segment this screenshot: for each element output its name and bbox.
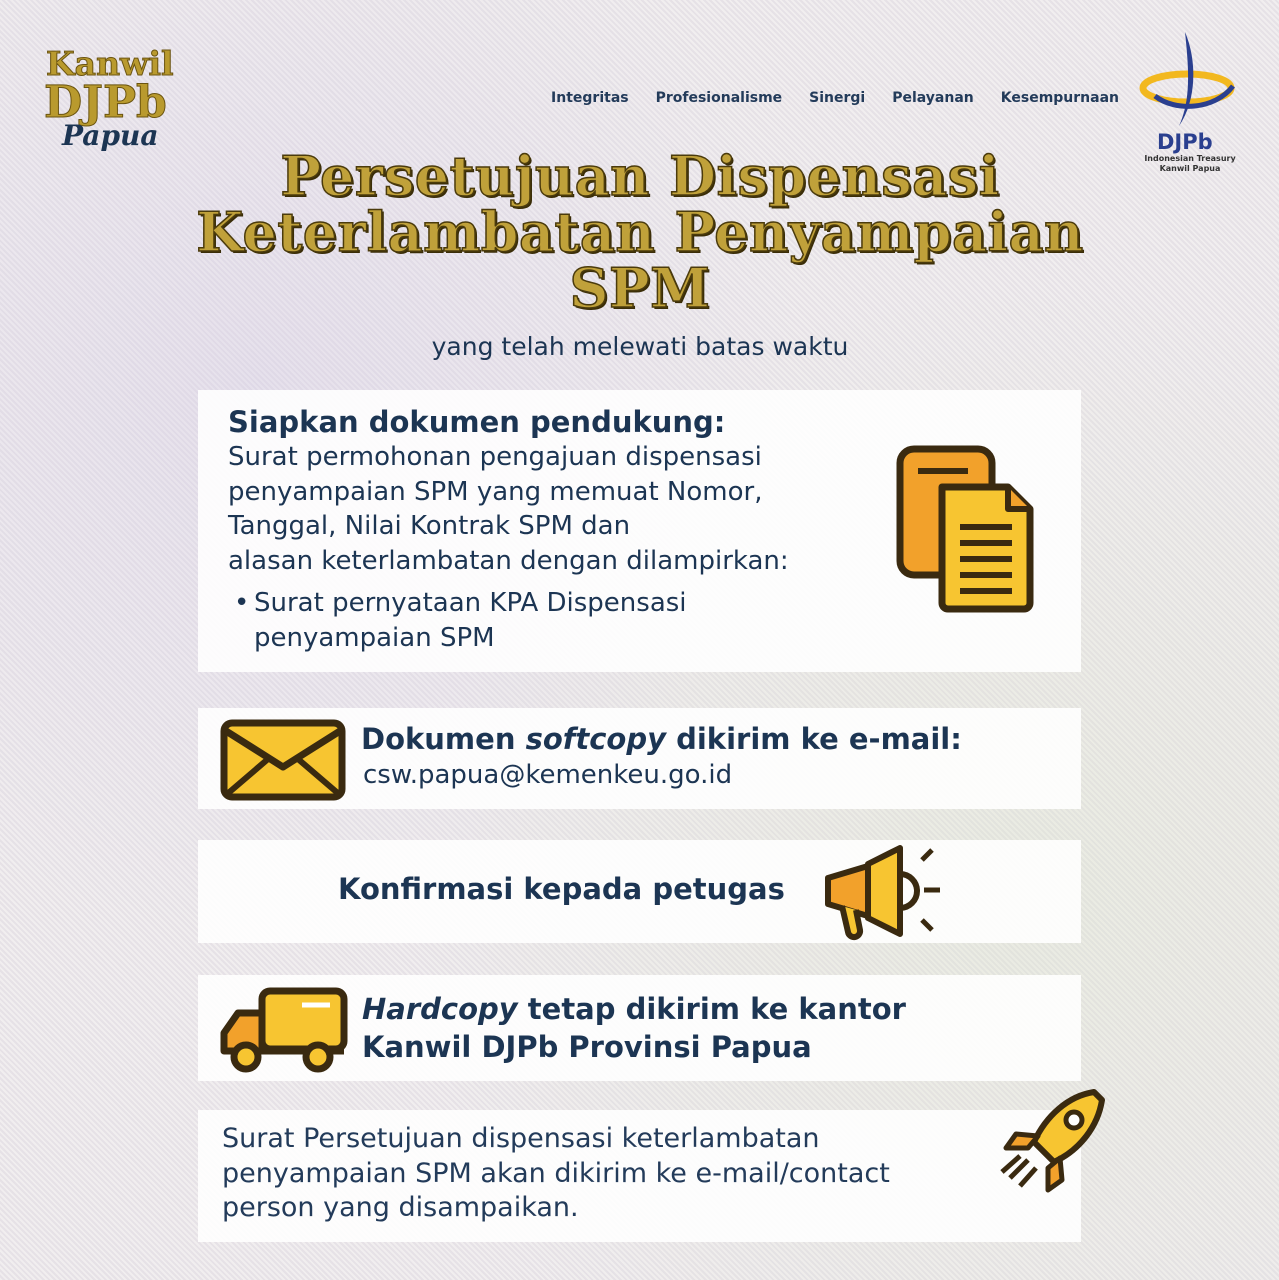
djpb-subtitle	[1143, 154, 1237, 174]
email-address[interactable]: csw.papua@kemenkeu.go.id	[363, 760, 733, 790]
logo-line-3: Papua	[62, 119, 159, 152]
title-line-2: Keterlambatan Penyampaian	[196, 200, 1084, 264]
kanwil-djpb-papua-logo	[40, 45, 180, 165]
page-title	[140, 144, 1140, 320]
nav-item-kesempurnaan: Kesempurnaan	[1000, 90, 1119, 106]
djpb-sub-1: Indonesian Treasury	[1144, 154, 1236, 163]
nav-item-integritas: Integritas	[551, 90, 629, 106]
djpb-brand: DJPb	[1157, 130, 1213, 154]
megaphone-icon	[818, 842, 942, 942]
values-nav	[551, 90, 1119, 106]
title-line-1: Persetujuan Dispensasi	[280, 144, 1000, 208]
logo-line-1: Kanwil	[46, 44, 174, 83]
title-line-3: SPM	[569, 256, 711, 320]
body-line-1: Surat permohonan pengajuan dispensasi	[228, 442, 762, 472]
nav-item-pelayanan: Pelayanan	[892, 90, 974, 106]
bullet-line-1: Surat pernyataan KPA Dispensasi	[254, 588, 687, 618]
approval-letter-card	[198, 1110, 1081, 1242]
rocket-icon	[998, 1086, 1108, 1196]
heading-softcopy: softcopy	[525, 722, 667, 756]
body-line-4: alasan keterlambatan dengan dilampirkan:	[228, 545, 789, 576]
heading-line1-post: tetap dikirim ke kantor	[517, 992, 906, 1026]
heading-post: dikirim ke e-mail:	[666, 722, 962, 756]
documents-icon	[896, 445, 1036, 615]
heading-pre: Dokumen	[361, 722, 526, 756]
djpb-sub-2: Kanwil Papua	[1159, 164, 1221, 173]
hardcopy-card	[198, 975, 1081, 1081]
djpb-logo	[1135, 30, 1245, 175]
body-line-2: penyampaian SPM yang memuat Nomor,	[228, 476, 763, 507]
confirm-heading: Konfirmasi kepada petugas	[338, 872, 785, 906]
nav-item-sinergi: Sinergi	[809, 90, 866, 106]
bullet-line-2: penyampaian SPM	[254, 622, 495, 653]
supporting-docs-body	[228, 440, 868, 578]
truck-icon	[218, 987, 350, 1075]
logo-line-2: DJPb	[44, 77, 167, 128]
approval-letter-text	[222, 1122, 982, 1226]
approval-line-3: person yang disampaikan.	[222, 1192, 579, 1223]
hardcopy-heading	[362, 990, 906, 1066]
body-line-3: Tanggal, Nilai Kontrak SPM dan	[228, 511, 631, 541]
heading-hardcopy: Hardcopy	[362, 992, 518, 1026]
page-subtitle: yang telah melewati batas waktu	[431, 332, 849, 361]
heading-line-2: Kanwil DJPb Provinsi Papua	[362, 1030, 812, 1064]
approval-line-1: Surat Persetujuan dispensasi keterlambatan	[222, 1123, 820, 1154]
nav-item-profesionalisme: Profesionalisme	[655, 90, 783, 106]
envelope-icon	[220, 719, 346, 801]
supporting-docs-heading: Siapkan dokumen pendukung:	[228, 405, 726, 439]
approval-line-2: penyampaian SPM akan dikirim ke e-mail/contact	[222, 1157, 890, 1189]
bullet-dot: •	[234, 588, 250, 618]
supporting-docs-card	[198, 390, 1081, 672]
softcopy-email-card	[198, 708, 1081, 809]
confirm-officer-card	[198, 840, 1081, 943]
djpb-emblem-icon	[1135, 30, 1245, 130]
softcopy-heading	[361, 722, 962, 756]
